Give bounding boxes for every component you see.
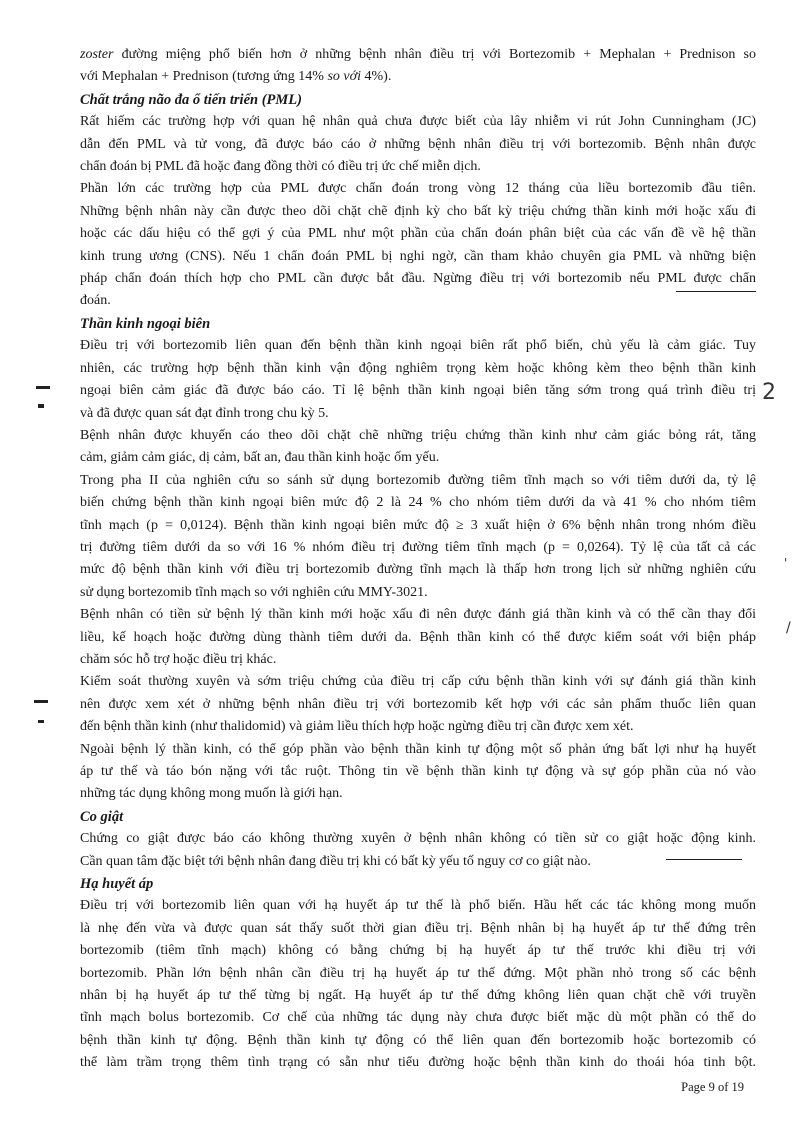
text-line: Những bệnh nhân này cần được theo dõi chặt chẽ định kỳ cho bất kỳ triệu chứng thần kinh mới hoặc xấu đi — [80, 203, 756, 219]
text-line: Trong pha II của nghiên cứu so sánh sử dụng bortezomib đường tiêm tĩnh mạch so với tiêm dưới da, tỷ lệ — [80, 472, 756, 488]
text-line: trị đường tiêm dưới da so với 16 % nhóm điều trị đường tiêm tĩnh mạch (p = 0,0264). Tỷ lệ của tất cả các — [80, 539, 756, 555]
scan-mark — [34, 700, 48, 703]
text-line: bortezomib. Phần lớn bệnh nhân cần điều trị hạ huyết áp tư thế đứng. Một phần nhỏ trong số các bệnh — [80, 965, 756, 981]
text-line: Kiểm soát thường xuyên và sớm triệu chứng của điều trị cấp cứu bệnh thần kinh với sự đánh giá thần kinh — [80, 674, 756, 690]
text-line: cảm, giảm cảm giác, dị cảm, bất an, đau thần kinh hoặc ốm yếu. — [80, 450, 440, 466]
text-line: bortezomib (tiêm tĩnh mạch) không có bằng chứng bị hạ huyết áp tư thế trước khi điều trị với — [80, 943, 756, 959]
text-line: sử dụng bortezomib tĩnh mạch so với nghiên cứu MMY-3021. — [80, 584, 428, 600]
page-number: Page 9 of 19 — [681, 1080, 744, 1094]
text-line: đến bệnh thần kinh (như thalidomid) và giảm liều thích hợp hoặc ngừng điều trị cần được xem xét. — [80, 719, 634, 735]
text-line: liều, kế hoạch hoặc đường dùng thành tiêm dưới da. Bệnh thần kinh có thể được kiểm soát với biện pháp — [80, 629, 756, 645]
paragraph-zoster-end: với Mephalan + Prednison (tương ứng 14% so với 4%). — [80, 69, 392, 85]
text-line: chăm sóc hỗ trợ hoặc điều trị khác. — [80, 651, 277, 667]
text-line: áp tư thế và táo bón nặng với tắc ruột. Thông tin về bệnh thần kinh tự động và sự góp phần của nó vào — [80, 764, 756, 779]
text-line: Chứng co giật được báo cáo không thường xuyên ở bệnh nhân không có tiền sử co giật hoặc động kinh. — [80, 831, 756, 847]
text-line: hoặc các dấu hiệu có thể gợi ý của PML như một phần của chẩn đoán phân biệt của các vấn đề về hệ thần — [80, 226, 756, 242]
text-line: nhiên, các trường hợp bệnh thần kinh vận động nghiêm trọng kèm hoặc không kèm theo bệnh thần kinh — [80, 360, 756, 376]
text-line: là nhẹ đến vừa và được quan sát thấy suốt thời gian điều trị. Bệnh nhân bị hạ huyết áp tư thế đứng trên — [80, 920, 756, 936]
text-line: biến chứng bệnh thần kinh ngoại biên mức độ 2 là 24 % cho nhóm tiêm dưới da và 41 % cho nhóm tiêm — [80, 495, 756, 511]
text-line: nhân bị hạ huyết áp tư thế từng bị ngất. Hạ huyết áp tư thế đứng không liên quan chặt chẽ với truyền — [80, 988, 756, 1004]
text-line: bệnh thần kinh tự động. Bệnh thần kinh tự động có thể liên quan đến bortezomib hoặc bortezomib có — [80, 1032, 756, 1048]
heading-peripheral-neuropathy: Thần kinh ngoại biên — [80, 315, 211, 332]
text-line: tĩnh mạch bolus bortezomib. Cơ chế của những tác dụng này chưa được biết mặc dù một phần có thể do — [80, 1010, 756, 1026]
scan-mark — [36, 386, 50, 389]
heading-pml: Chất trắng não đa ổ tiến triển (PML) — [80, 91, 302, 108]
scan-mark: ' — [784, 556, 788, 570]
text-line: Bệnh nhân có tiền sử bệnh lý thần kinh mới hoặc xấu đi nên được đánh giá thần kinh và có thể cần thay đổi — [80, 607, 756, 623]
text-line: những tác dụng không mong muốn là giới hạn. — [80, 786, 343, 802]
text-line: kinh trung ương (CNS). Nếu 1 chẩn đoán PML bị nghi ngờ, cần tham khảo chuyên gia PML và những biện — [80, 248, 756, 264]
scan-mark — [38, 404, 44, 408]
text-line: Ngoài bệnh lý thần kinh, có thể góp phần vào bệnh thần kinh tự động một số phản ứng bất lợi như hạ huyết — [80, 741, 756, 757]
text-line: Điều trị với bortezomib liên quan đến bệnh thần kinh ngoại biên rất phổ biến, chủ yếu là cảm giác. Tuy — [80, 338, 756, 354]
text-line: mức độ bệnh thần kinh với điều trị bortezomib đường tĩnh mạch là thấp hơn trong lịch sử những nghiên cứu — [80, 562, 756, 578]
paragraph-zoster: zoster đường miệng phổ biến hơn ở những bệnh nhân điều trị với Bortezomib + Mephalan + Prednison so — [80, 47, 756, 62]
text-line: Phần lớn các trường hợp của PML được chẩn đoán trong vòng 12 tháng của liều bortezomib đầu tiên. — [80, 181, 756, 197]
heading-seizure: Co giật — [80, 808, 124, 825]
text-line: Điều trị với bortezomib liên quan với hạ huyết áp tư thế là phổ biến. Hầu hết các tác không mong muốn — [80, 898, 756, 914]
text-line: ngoại biên cảm giác đã được báo cáo. Tỉ lệ bệnh thần kinh ngoại biên tăng sớm trong quá trình điều trị — [80, 383, 756, 399]
text-line: đoán. — [80, 293, 111, 309]
document-body — [80, 44, 756, 1075]
scan-mark — [676, 291, 756, 292]
text-line: pháp chẩn đoán thích hợp cho PML cần được bắt đầu. Ngừng điều trị với bortezomib nếu PML được chẩn — [80, 271, 756, 287]
text-line: thể làm trầm trọng thêm tình trạng có sẵn như tiểu đường hoặc bệnh thần kinh do thoái hóa tinh bột. — [80, 1055, 756, 1071]
text-line: Rất hiếm các trường hợp với quan hệ nhân quả chưa được biết của lây nhiễm vi rút John Cunningham (JC) — [80, 114, 756, 130]
text-line: dẫn đến PML và tử vong, đã được báo cáo ở những bệnh nhân điều trị với bortezomib. Bệnh nhân được — [80, 136, 756, 152]
scan-mark — [666, 859, 742, 860]
text-line: và đã được quan sát đạt đỉnh trong chu kỳ 5. — [80, 405, 329, 421]
heading-hypotension: Hạ huyết áp — [80, 876, 154, 893]
scan-mark — [38, 720, 44, 723]
text-line: tĩnh mạch (p = 0,0124). Bệnh thần kinh ngoại biên mức độ ≥ 3 xuất hiện ở 6% bệnh nhân trong nhóm điều — [80, 517, 756, 533]
text-line: nên được xem xét ở những bệnh nhân điều trị với bortezomib kết hợp với các sản phẩm thuốc liên quan — [80, 696, 756, 712]
text-line: chẩn đoán bị PML đã hoặc đang đồng thời có điều trị ức chế miễn dịch. — [80, 159, 481, 175]
text-line: Cần quan tâm đặc biệt tới bệnh nhân đang điều trị khi có bất kỳ yếu tố nguy cơ co giật nào. — [80, 853, 591, 869]
scan-mark: / — [786, 620, 791, 636]
text-line: Bệnh nhân được khuyến cáo theo dõi chặt chẽ những triệu chứng thần kinh như cảm giác bỏng rát, tăng — [80, 427, 756, 443]
scan-mark: 2 — [762, 380, 776, 405]
